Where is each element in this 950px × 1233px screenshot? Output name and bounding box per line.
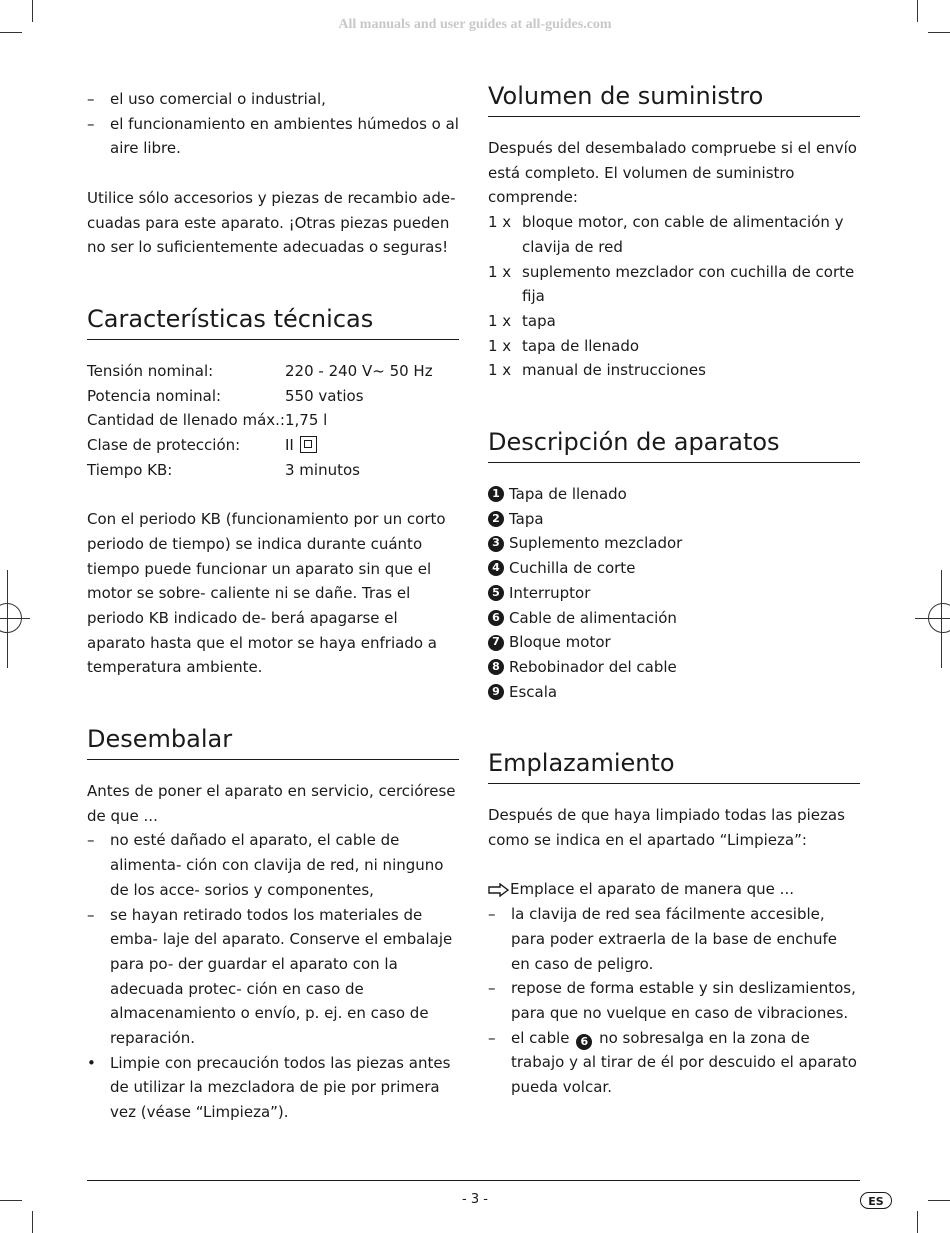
placement-lead: Emplace el aparato de manera que ... [488,877,860,902]
crop-mark [7,570,8,668]
number-icon: 8 [488,659,504,675]
crop-mark [0,32,22,33]
spec-row: Clase de protección: II [87,433,459,458]
spec-row: Cantidad de llenado máx.: 1,75 l [87,411,328,430]
left-column [87,87,459,1125]
heading-placement: Emplazamiento [488,748,860,784]
number-icon: 7 [488,635,504,651]
heading-supply: Volumen de suministro [488,81,860,117]
watermark: All manuals and user guides at all-guides.com [338,17,612,32]
number-icon: 9 [488,684,504,700]
crop-mark [32,0,33,22]
part-item: 7 Bloque motor [488,630,860,655]
supply-intro: Después del desembalado compruebe si el envío está completo. El volumen de suministro comprende: [488,139,857,207]
supply-item: 1 x suplemento mezclador con cuchilla de corte fija [488,262,855,306]
number-icon: 2 [488,511,504,527]
part-item: 6 Cable de alimentación [488,606,860,631]
heading-unpack: Desembalar [87,724,459,760]
part-item: 9 Escala [488,680,860,705]
supply-item: 1 x tapa [488,311,556,330]
number-icon: 6 [488,610,504,626]
page-number: - 3 - [462,1192,488,1207]
unpack-intro: Antes de poner el aparato en servicio, cerciórese de que ... [87,782,456,825]
arrow-right-icon [488,883,510,897]
protection-class-icon [300,436,317,453]
number-icon: 4 [488,560,504,576]
number-icon: 3 [488,536,504,552]
part-item: 5 Interruptor [488,581,860,606]
list-item: – el uso comercial o industrial, [87,90,326,108]
intro-paragraph: Utilice sólo accesorios y piezas de recambio ade- cuadas para este aparato. ¡Otras piezas pueden no ser lo suficientemente adecuadas o seguras! [87,188,456,257]
number-icon: 1 [488,486,504,502]
crop-mark [941,570,942,668]
crop-mark [917,0,918,22]
footer-divider [87,1180,860,1181]
crop-mark [0,618,30,619]
crop-mark [917,1211,918,1233]
crop-mark [915,618,950,619]
heading-tech-specs: Características técnicas [87,304,459,340]
part-item: 1 Tapa de llenado [488,482,860,507]
spec-row: Potencia nominal: 550 vatios [87,386,364,405]
list-item: • Limpie con precaución todos las piezas antes de utilizar la mezcladora de pie por primera vez (véase “Limpieza”). [87,1053,451,1122]
crop-mark [32,1211,33,1233]
part-item: 4 Cuchilla de corte [488,556,860,581]
supply-item: 1 x bloque motor, con cable de alimentación y clavija de red [488,213,844,256]
crop-mark [928,32,950,33]
part-item: 8 Rebobinador del cable [488,655,860,680]
language-badge: ES [860,1192,892,1209]
supply-item: 1 x tapa de llenado [488,336,640,355]
list-item: – se hayan retirado todos los materiales de emba- laje del aparato. Conserve el embalaje para po- der guardar el aparato con la adecuada protec- ción en caso de almacenamiento o envío, p. ej. en caso de reparación. [87,905,453,1048]
spec-row: Tensión nominal: 220 - 240 V~ 50 Hz [87,361,433,380]
number-icon: 5 [488,585,504,601]
right-column [488,81,860,1100]
list-item: – el cable 6 no sobresalga en la zona de trabajo y al tirar de él por descuido el aparato pueda volcar. [488,1028,857,1097]
part-item: 2 Tapa [488,507,860,532]
list-item: – el funcionamiento en ambientes húmedos o al aire libre. [87,114,459,158]
list-item: – repose de forma estable y sin deslizamientos, para que no vuelque en caso de vibraciones. [488,979,856,1022]
list-item: – la clavija de red sea fácilmente accesible, para poder extraerla de la base de enchufe en caso de peligro. [488,905,838,973]
number-icon: 6 [576,1034,592,1050]
list-item: – no esté dañado el aparato, el cable de alimenta- ción con clavija de red, ni ninguno de los acce- sorios y componentes, [87,831,444,899]
part-item: 3 Suplemento mezclador [488,531,860,556]
kb-paragraph: Con el periodo KB (funcionamiento por un corto periodo de tiempo) se indica durante cuánto tiempo puede funcionar un aparato sin que el motor se sobre- caliente ni se dañe. Tras el periodo KB indicado de- berá apagarse el aparato hasta que el motor se haya enfriado a temperatura ambiente. [87,510,446,677]
heading-description: Descripción de aparatos [488,427,860,463]
supply-item: 1 x manual de instrucciones [488,361,706,380]
placement-intro: Después de que haya limpiado todas las piezas como se indica en el apartado “Limpieza”: [488,806,845,850]
spec-row: Tiempo KB: 3 minutos [87,460,360,479]
